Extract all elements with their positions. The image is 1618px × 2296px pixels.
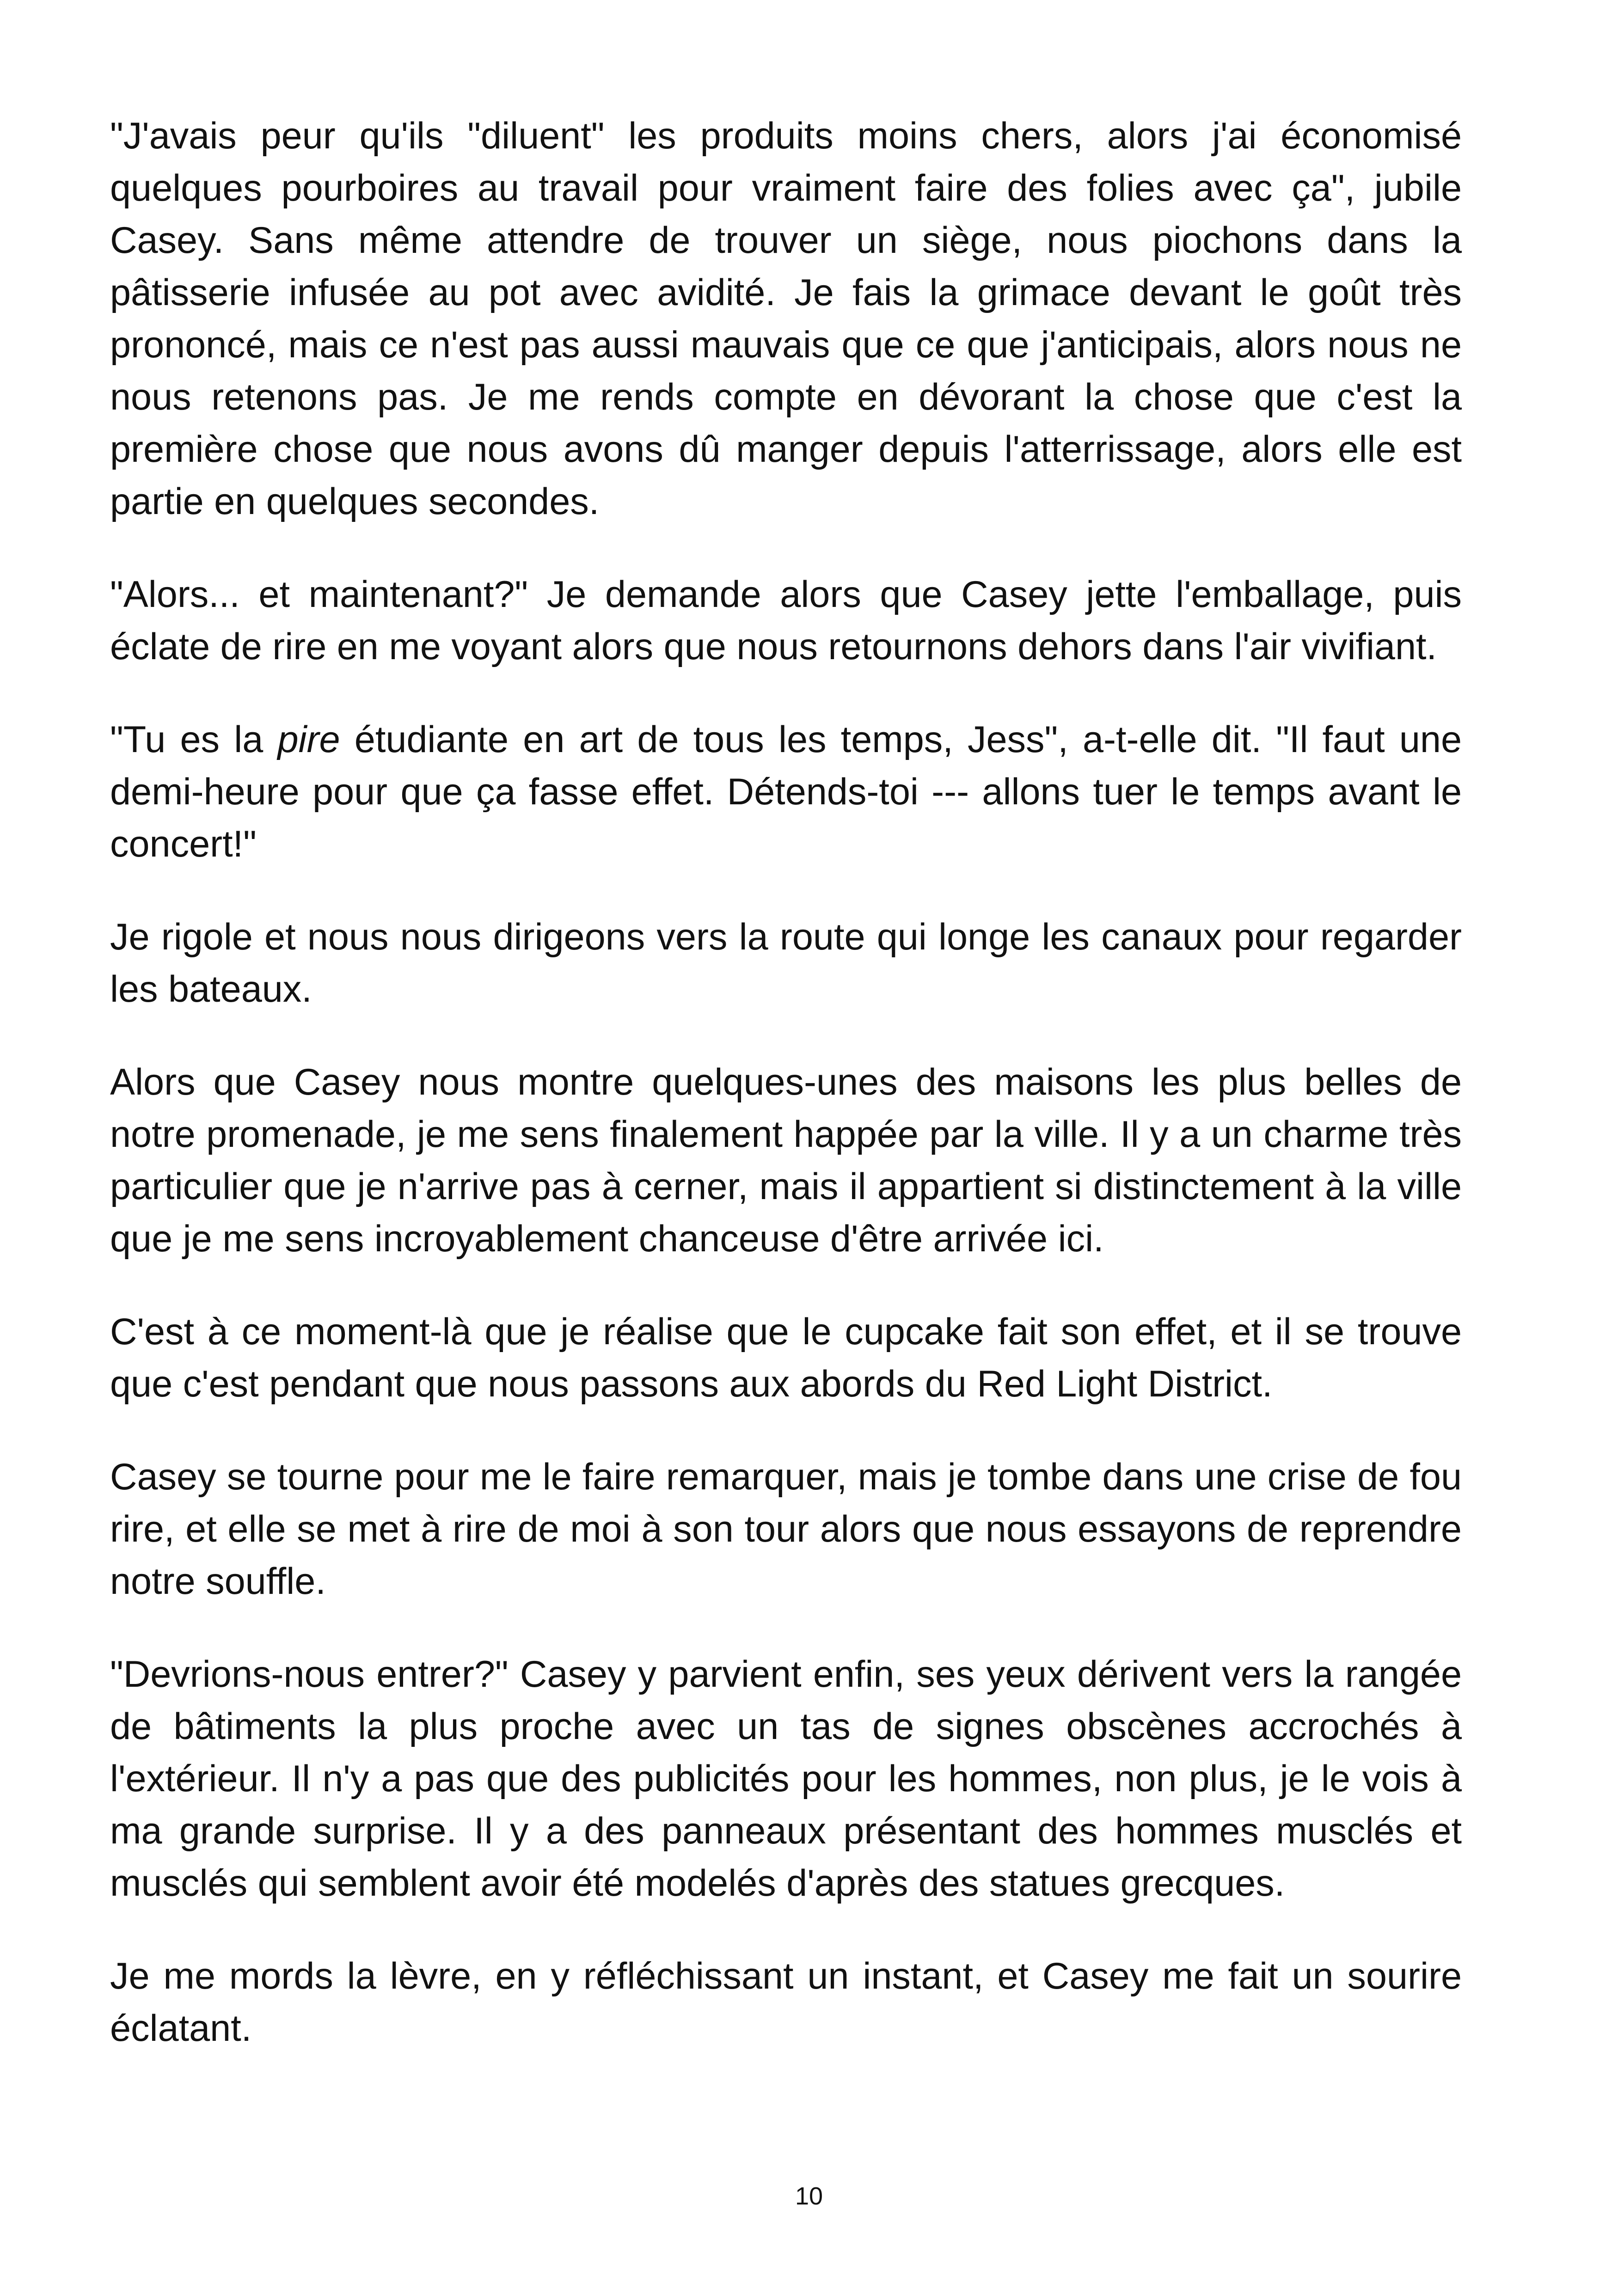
paragraph-4: Je rigole et nous nous dirigeons vers la route qui longe les canaux pour regarder les bateaux. — [110, 916, 1462, 1010]
paragraph-8: "Devrions-nous entrer?" Casey y parvient enfin, ses yeux dérivent vers la rangée de bâtiments la plus proche avec un tas de signes obscènes accrochés à l'extérieur. Il n'y a pas que des publicités pour les hommes, non plus, je le vois à ma grande surprise. Il y a des panneaux présentant des hommes musclés et musclés qui semblent avoir été modelés d'après des statues grecques. — [110, 1653, 1462, 1904]
paragraph-2: "Alors... et maintenant?" Je demande alors que Casey jette l'emballage, puis éclate de rire en me voyant alors que nous retournons dehors dans l'air vivifiant. — [110, 574, 1462, 667]
paragraph-6: C'est à ce moment-là que je réalise que le cupcake fait son effet, et il se trouve que c'est pendant que nous passons aux abords du Red Light District. — [110, 1311, 1462, 1405]
paragraph-3 — [110, 714, 1462, 870]
paragraph-3-after-emphasis: étudiante en art de tous les temps, Jess", a-t-elle dit. "Il faut une demi-heure pour que ça fasse effet. Détends-toi --- allons tuer le temps avant le concert!" — [110, 719, 1462, 865]
paragraph-5: Alors que Casey nous montre quelques-unes des maisons les plus belles de notre promenade, je me sens finalement happée par la ville. Il y a un charme très particulier que je n'arrive pas à cerner, mais il appartient si distinctement à la ville que je me sens incroyablement chanceuse d'être arrivée ici. — [110, 1061, 1462, 1260]
paragraph-1: "J'avais peur qu'ils "diluent" les produits moins chers, alors j'ai économisé quelques pourboires au travail pour vraiment faire des folies avec ça", jubile Casey. Sans même attendre de trouver un siège, nous piochons dans la pâtisserie infusée au pot avec avidité. Je fais la grimace devant le goût très prononcé, mais ce n'est pas aussi mauvais que ce que j'anticipais, alors nous ne nous retenons pas. Je me rends compte en dévorant la chose que c'est la première chose que nous avons dû manger depuis l'atterrissage, alors elle est partie en quelques secondes. — [110, 115, 1462, 522]
emphasized-word: pire — [277, 719, 340, 760]
paragraph-3-before-emphasis: "Tu es la — [110, 719, 278, 760]
body-text — [110, 110, 1462, 2055]
page-number: 10 — [795, 2182, 823, 2210]
paragraph-9: Je me mords la lèvre, en y réfléchissant un instant, et Casey me fait un sourire éclatant. — [110, 1955, 1462, 2049]
paragraph-7: Casey se tourne pour me le faire remarquer, mais je tombe dans une crise de fou rire, et elle se met à rire de moi à son tour alors que nous essayons de reprendre notre souffle. — [110, 1456, 1462, 1602]
